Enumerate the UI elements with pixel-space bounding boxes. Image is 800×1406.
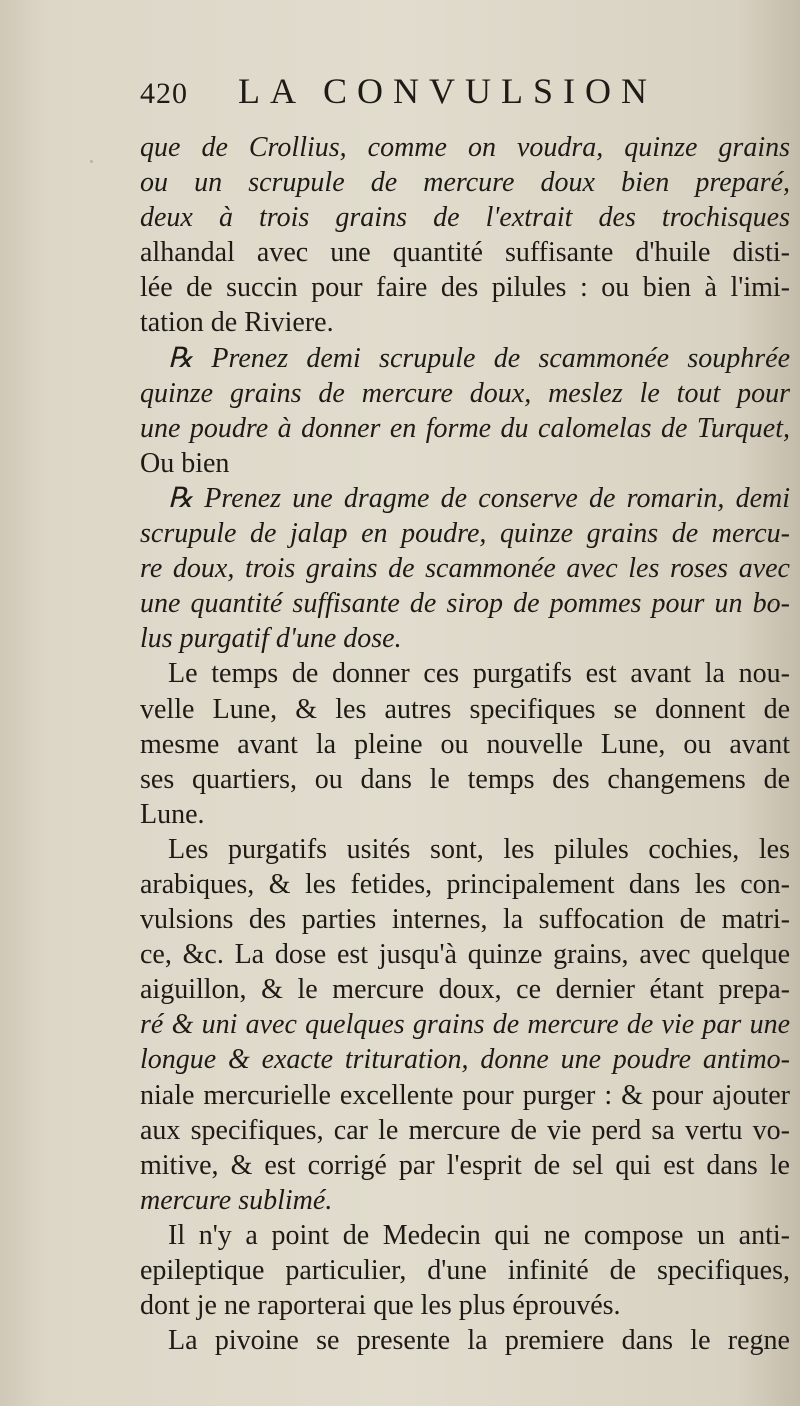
text-line: lée de succin pour faire des pilules : ou bien à l'imi- xyxy=(140,272,790,304)
text-line: mesme avant la pleine ou nouvelle Lune, ou avant xyxy=(140,728,790,760)
text-line: Les purgatifs usités sont, les pilules cochies, les xyxy=(168,833,790,865)
text-line: ses quartiers, ou dans le temps des changemens de xyxy=(140,763,790,795)
page-number: 420 xyxy=(140,77,188,110)
text-line: ce, &c. La dose est jusqu'à quinze grains, avec quelque xyxy=(140,939,790,971)
page-header xyxy=(140,70,790,130)
text-line: Ou bien xyxy=(140,447,230,479)
text-line: Lune. xyxy=(140,798,205,830)
text-line: aux specifiques, car le mercure de vie perd sa vertu vo- xyxy=(140,1114,790,1146)
text-line: alhandal avec une quantité suffisante d'huile disti- xyxy=(140,237,790,269)
text-line: tation de Riviere. xyxy=(140,307,334,339)
text-line: scrupule de jalap en poudre, quinze grains de mercu- xyxy=(140,518,790,550)
text-line: velle Lune, & les autres specifiques se donnent de xyxy=(140,693,790,725)
running-title: LA CONVULSION xyxy=(238,71,658,111)
text-line: longue & exacte trituration, donne une poudre antimo- xyxy=(140,1044,790,1076)
text-line: lus purgatif d'une dose. xyxy=(140,623,402,655)
text-line: mitive, & est corrigé par l'esprit de sel qui est dans le xyxy=(140,1149,790,1181)
paper-speck xyxy=(770,600,774,604)
text-line: une quantité suffisante de sirop de pommes pour un bo- xyxy=(140,588,790,620)
paper-speck xyxy=(540,1335,543,1338)
text-line: ℞ Prenez une dragme de conserve de romarin, demi xyxy=(168,482,790,514)
text-line: vulsions des parties internes, la suffocation de matri- xyxy=(140,904,790,936)
text-line: Il n'y a point de Medecin qui ne compose un anti- xyxy=(168,1219,790,1251)
text-line: Le temps de donner ces purgatifs est avant la nou- xyxy=(168,658,790,690)
text-line: dont je ne raporterai que les plus éprouvés. xyxy=(140,1290,621,1322)
text-line: ou un scrupule de mercure doux bien preparé, xyxy=(140,167,790,199)
paper-speck xyxy=(90,160,93,163)
text-line: ℞ Prenez demi scrupule de scammonée souphrée xyxy=(168,342,790,374)
text-line: ré & uni avec quelques grains de mercure de vie par une xyxy=(140,1009,790,1041)
text-line: re doux, trois grains de scammonée avec les roses avec xyxy=(140,553,790,585)
text-line: aiguillon, & le mercure doux, ce dernier étant prepa- xyxy=(140,974,790,1006)
text-line: une poudre à donner en forme du calomelas de Turquet, xyxy=(140,412,790,444)
text-line: quinze grains de mercure doux, meslez le tout pour xyxy=(140,377,790,409)
text-line: mercure sublimé. xyxy=(140,1184,333,1216)
text-line: deux à trois grains de l'extrait des trochisques xyxy=(140,202,790,234)
text-line: La pivoine se presente la premiere dans le regne xyxy=(168,1325,790,1357)
text-line: epileptique particulier, d'une infinité de specifiques, xyxy=(140,1255,790,1286)
text-line: que de Crollius, comme on voudra, quinze grains xyxy=(140,132,790,163)
text-block xyxy=(140,70,790,1358)
text-line: arabiques, & les fetides, principalement dans les con- xyxy=(140,868,790,900)
text-line: niale mercurielle excellente pour purger : & pour ajouter xyxy=(140,1079,790,1111)
